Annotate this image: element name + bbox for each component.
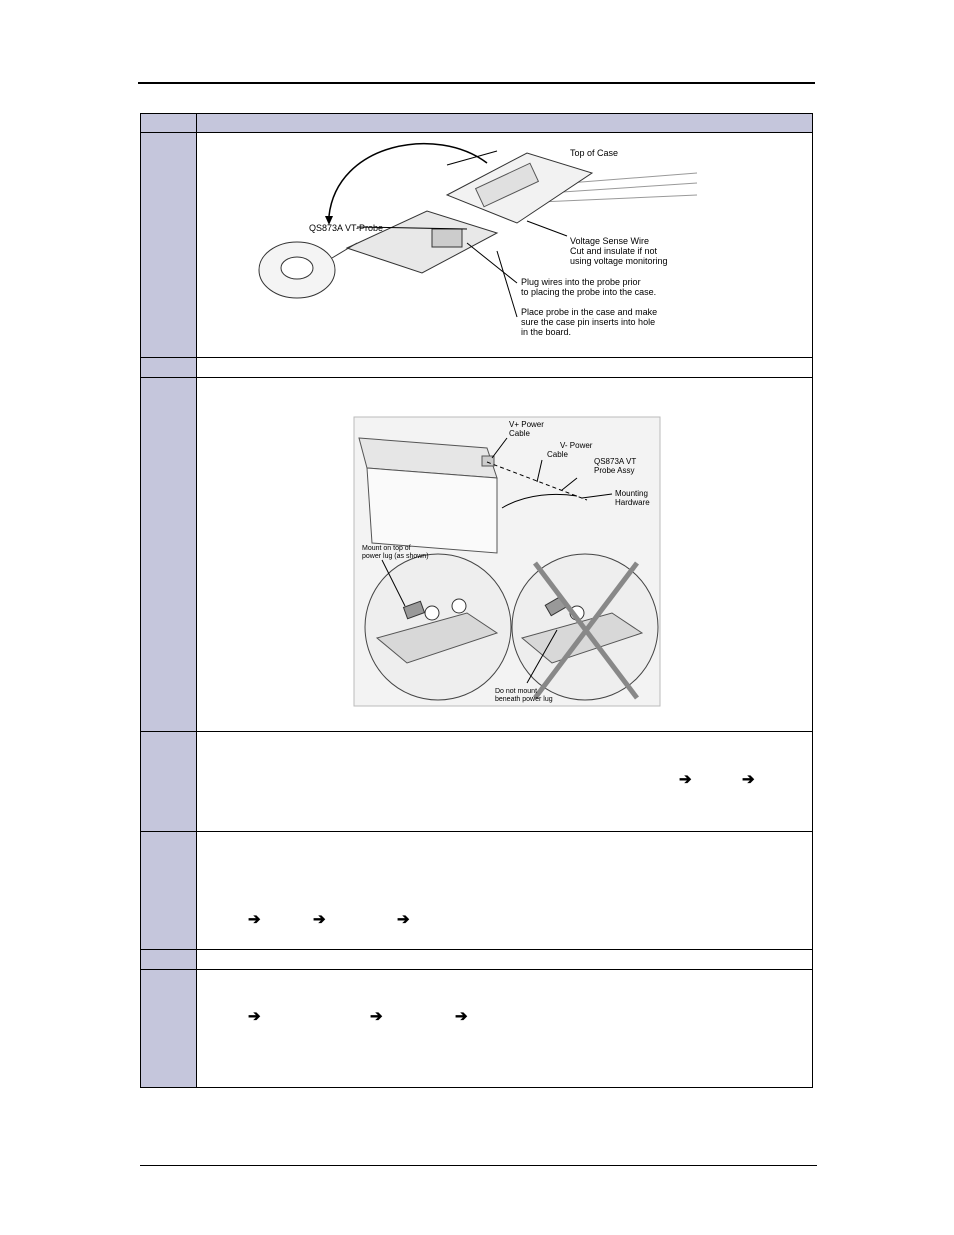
plug-wires-label-2: to placing the probe into the case. — [521, 287, 657, 297]
header-rule — [138, 82, 815, 84]
table-row — [141, 133, 813, 358]
table-header-row — [141, 114, 813, 133]
arrow-right-icon: ➔ — [397, 911, 410, 928]
table-row — [141, 358, 813, 378]
header-step-cell — [141, 114, 197, 133]
arrow-right-icon: ➔ — [313, 911, 326, 928]
place-probe-label-3: in the board. — [521, 327, 572, 337]
do-not-mount-label-2: beneath power lug — [495, 696, 553, 703]
do-not-mount-label-1: Do not mount — [495, 688, 538, 695]
mounting-label-1: Mounting — [615, 489, 648, 498]
top-of-case-label: Top of Case — [570, 148, 619, 158]
place-probe-label-2: sure the case pin inserts into hole — [521, 317, 656, 327]
arrow-right-icon: ➔ — [248, 911, 261, 928]
arrow-right-icon: ➔ — [248, 1008, 261, 1025]
table-row — [141, 732, 813, 832]
place-probe-label-1: Place probe in the case and make — [521, 307, 658, 317]
probe-case-diagram — [197, 133, 814, 352]
mount-top-label-2: power lug (as shown) — [362, 553, 429, 560]
table-row — [141, 378, 813, 732]
battery-mounting-diagram — [197, 378, 814, 726]
arrow-right-icon: ➔ — [370, 1008, 383, 1025]
table-row — [141, 832, 813, 950]
probe-assy-label-2: Probe Assy — [594, 466, 635, 475]
mount-top-label-1: Mount on top of — [362, 545, 411, 552]
v-minus-label-1: V- Power — [560, 441, 593, 450]
arrow-right-icon: ➔ — [679, 771, 692, 788]
v-plus-label-1: V+ Power — [509, 420, 544, 429]
table-row — [141, 970, 813, 1088]
probe-label: QS873A VT-Probe — [309, 223, 384, 233]
plug-wires-label-1: Plug wires into the probe prior — [521, 277, 641, 287]
probe-assy-label-1: QS873A VT — [594, 457, 637, 466]
table-row — [141, 950, 813, 970]
sense-wire-label-2: Cut and insulate if not — [570, 246, 658, 256]
v-minus-label-2: Cable — [547, 450, 568, 459]
sense-wire-label-1: Voltage Sense Wire — [570, 236, 650, 246]
procedure-table — [140, 113, 813, 1088]
mounting-label-2: Hardware — [615, 498, 650, 507]
header-action-cell — [197, 114, 813, 133]
sense-wire-label-3: using voltage monitoring — [570, 256, 668, 266]
arrow-right-icon: ➔ — [455, 1008, 468, 1025]
arrow-right-icon: ➔ — [742, 771, 755, 788]
v-plus-label-2: Cable — [509, 429, 530, 438]
footer-rule — [140, 1165, 817, 1166]
